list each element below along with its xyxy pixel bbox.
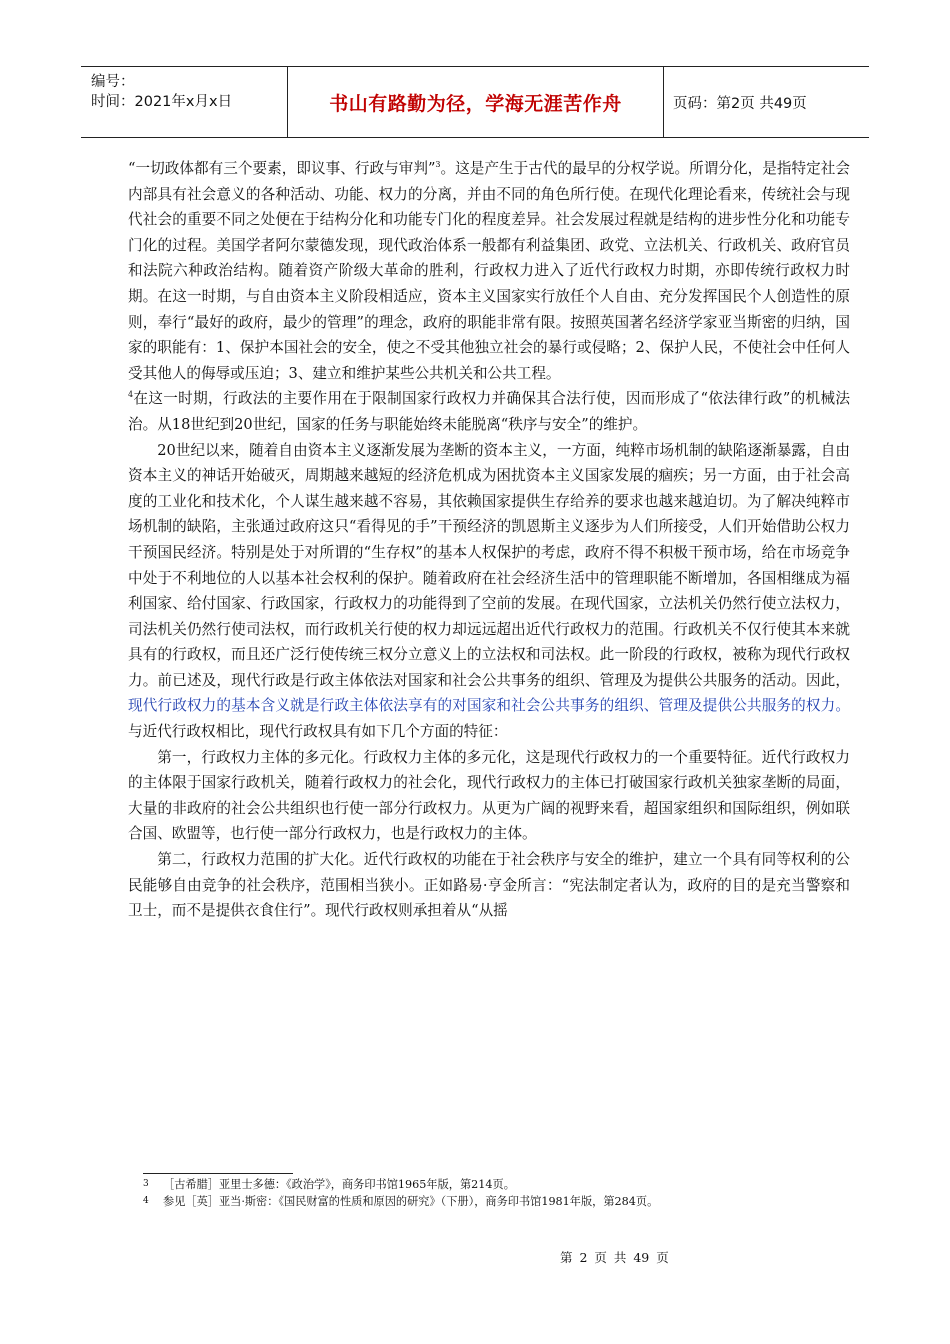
footnote-4-text: 参见［英］亚当·斯密：《国民财富的性质和原因的研究》（下册），商务印书馆1981年版，第284页。 xyxy=(163,1195,659,1208)
header-motto: 书山有路勤为径，学海无涯苦作舟 xyxy=(288,67,664,137)
footnote-3 xyxy=(143,1177,803,1193)
header-meta-cell xyxy=(81,67,288,137)
paragraph-1-part-c: 在这一时期，行政法的主要作用在于限制国家行政权力并确保其合法行使，因而形成了“依法律行政”的机械法治。从18世纪到20世纪，国家的任务与职能始终未能脱离“秩序与安全”的维护。 xyxy=(128,390,850,433)
paragraph-2-part-a: 20世纪以来，随着自由资本主义逐渐发展为垄断的资本主义，一方面，纯粹市场机制的缺陷逐渐暴露，自由资本主义的神话开始破灭，周期越来越短的经济危机成为困扰资本主义国家发展的痼疾；另一方面，由于社会高度的工业化和技术化，个人谋生越来越不容易，其依赖国家提供生存给养的要求也越来越迫切。为了解决纯粹市场机制的缺陷，主张通过政府这只“看得见的手”干预经济的凯恩斯主义逐步为人们所接受，人们开始借助公权力干预国民经济。特别是处于对所谓的“生存权”的基本人权保护的考虑，政府不得不积极干预市场，给在市场竞争中处于不利地位的人以基本社会权利的保护。随着政府在社会经济生活中的管理职能不断增加，各国相继成为福利国家、给付国家、行政国家，行政权力的功能得到了空前的发展。在现代国家，立法机关仍然行使立法权力，司法机关仍然行使司法权，而行政机关行使的权力却远远超出近代行政权力的范围。行政机关不仅行使其本来就具有的行政权，而且还广泛行使传统三权分立意义上的立法权和司法权。此一阶段的行政权，被称为现代行政权力。前已述及，现代行政是行政主体依法对国家和社会公共事务的组织、管理及为提供公共服务的活动。因此， xyxy=(128,441,850,689)
header-page-info: 页码：第2页 共49页 xyxy=(673,95,807,112)
footnote-separator xyxy=(143,1173,293,1174)
footnote-ref-3[interactable]: 3 xyxy=(435,160,441,170)
paragraph-1 xyxy=(128,156,850,438)
paragraph-1-part-a: “一切政体都有三个要素，即议事、行政与审判” xyxy=(128,160,436,177)
document-body xyxy=(128,156,850,924)
footnote-3-text: ［古希腊］亚里士多德：《政治学》，商务印书馆1965年版，第214页。 xyxy=(163,1178,515,1191)
footnote-ref-4[interactable]: 4 xyxy=(128,390,134,400)
document-header xyxy=(81,66,869,138)
paragraph-2-part-b: 与近代行政权相比，现代行政权具有如下几个方面的特征： xyxy=(128,723,508,741)
paragraph-4: 第二，行政权力范围的扩大化。近代行政权的功能在于社会秩序与安全的维护，建立一个具有同等权利的公民能够自由竞争的社会秩序，范围相当狭小。正如路易·亨金所言：“宪法制定者认为，政府的目的是充当警察和卫士，而不是提供衣食住行”。现代行政权则承担着从“从摇 xyxy=(128,851,850,920)
page-footer: 第 2 页 共 49 页 xyxy=(560,1250,669,1265)
footnote-3-number: 3 xyxy=(143,1179,149,1189)
header-date-label: 时间：2021年x月x日 xyxy=(91,94,233,110)
definition-highlight: 现代行政权力的基本含义就是行政主体依法享有的对国家和社会公共事务的组织、管理及提供公共服务的权力。 xyxy=(128,697,850,715)
header-number-label: 编号： xyxy=(91,74,135,90)
paragraph-3: 第一，行政权力主体的多元化。行政权力主体的多元化，这是现代行政权力的一个重要特征。近代行政权力的主体限于国家行政机关，随着行政权力的社会化，现代行政权力的主体已打破国家行政机关独家垄断的局面，大量的非政府的社会公共组织也行使一部分行政权力。从更为广阔的视野来看，超国家组织和国际组织，例如联合国、欧盟等，也行使一部分行政权力，也是行政权力的主体。 xyxy=(128,748,850,843)
paragraph-2 xyxy=(128,438,850,745)
footnote-4-number: 4 xyxy=(143,1196,149,1206)
paragraph-1-part-b: 。这是产生于古代的最早的分权学说。所谓分化，是指特定社会内部具有社会意义的各种活动、功能、权力的分离，并由不同的角色所行使。在现代化理论看来，传统社会与现代社会的重要不同之处便在于结构分化和功能专门化的程度差异。社会发展过程就是结构的进步性分化和功能专门化的过程。美国学者阿尔蒙德发现，现代政治体系一般都有利益集团、政党、立法机关、行政机关、政府官员和法院六种政治结构。随着资产阶级大革命的胜利，行政权力进入了近代行政权力时期，亦即传统行政权力时期。在这一时期，与自由资本主义阶段相适应，资本主义国家实行放任个人自由、充分发挥国民个人创造性的原则，奉行“最好的政府，最少的管理”的理念，政府的职能非常有限。按照英国著名经济学家亚当斯密的归纳，国家的职能有：1、保护本国社会的安全，使之不受其他独立社会的暴行或侵略；2、保护人民，不使社会中任何人受其他人的侮辱或压迫；3、建立和维护某些公共机关和公共工程。 xyxy=(128,160,850,382)
footnote-4 xyxy=(143,1194,803,1210)
